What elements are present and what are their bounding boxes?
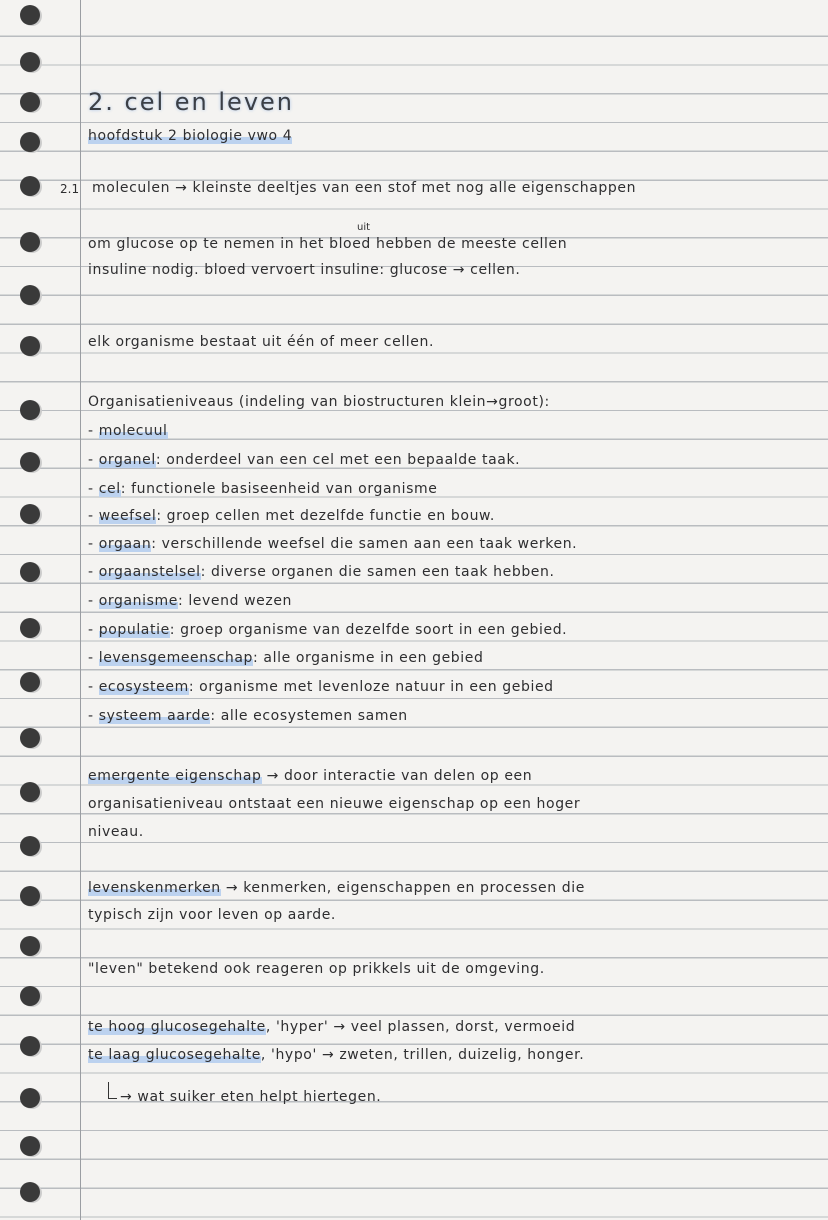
binder-hole (20, 92, 40, 112)
binder-hole (20, 5, 40, 25)
list-item: - cel: functionele basiseenheid van organisme (88, 481, 438, 497)
definition: , 'hypo' → zweten, trillen, duizelig, honger. (260, 1047, 585, 1063)
definition: → kleinste deeltjes van een stof met nog alle eigenschappen (170, 180, 637, 196)
note-glucose-2: insuline nodig. bloed vervoert insuline: glucose → cellen. (88, 262, 521, 278)
note-emergent-2: organisatieniveau ontstaat een nieuwe eigenschap op een hoger (88, 796, 581, 812)
list-item: - organisme: levend wezen (88, 593, 293, 609)
subtitle (88, 128, 292, 144)
binder-hole (20, 504, 40, 524)
term: te laag glucosegehalte (88, 1047, 261, 1063)
definition: : groep organisme van dezelfde soort in een gebied. (169, 622, 568, 638)
term: levenskenmerken (88, 880, 221, 896)
term: populatie (98, 622, 170, 638)
term: cel (98, 481, 121, 497)
list-item: - levensgemeenschap: alle organisme in een gebied (88, 650, 484, 666)
note-levenskenmerken-2: typisch zijn voor leven op aarde. (88, 907, 336, 923)
definition: : onderdeel van een cel met een bepaalde taak. (155, 452, 521, 468)
note-moleculen (92, 180, 636, 196)
note-footnote: → wat suiker eten helpt hiertegen. (120, 1089, 382, 1105)
definition: , 'hyper' → veel plassen, dorst, vermoeid (265, 1019, 576, 1035)
term: moleculen (92, 180, 171, 196)
definition: : groep cellen met dezelfde functie en bouw. (156, 508, 495, 524)
binder-hole (20, 232, 40, 252)
list-item: - orgaan: verschillende weefsel die samen aan een taak werken. (88, 536, 578, 552)
list-item: - orgaanstelsel: diverse organen die samen een taak hebben. (88, 564, 555, 580)
note-levenskenmerken-1 (88, 880, 585, 896)
note-leven: "leven" betekend ook reageren op prikkels uit de omgeving. (88, 961, 545, 977)
term: te hoog glucosegehalte (88, 1019, 266, 1035)
definition: : levend wezen (177, 593, 293, 609)
term: levensgemeenschap (98, 650, 254, 666)
list-item: - systeem aarde: alle ecosystemen samen (88, 708, 408, 724)
binder-hole (20, 672, 40, 692)
term: systeem aarde (98, 708, 211, 724)
definition: : verschillende weefsel die samen aan een taak werken. (151, 536, 578, 552)
binder-hole (20, 562, 40, 582)
binder-hole (20, 400, 40, 420)
term: organel (98, 452, 156, 468)
definition: : functionele basiseenheid van organisme (120, 481, 438, 497)
binder-hole (20, 728, 40, 748)
note-organisme: elk organisme bestaat uit één of meer cellen. (88, 334, 435, 350)
page-title: 2. cel en leven (88, 88, 295, 116)
list-item: - weefsel: groep cellen met dezelfde functie en bouw. (88, 508, 495, 524)
binder-hole (20, 452, 40, 472)
definition: : diverse organen die samen een taak hebben. (200, 564, 555, 580)
note-glucose-1: om glucose op te nemen in het bloed hebben de meeste cellen (88, 236, 568, 252)
definition: → door interactie van delen op een (261, 768, 533, 784)
footnote-text: wat suiker eten helpt hiertegen. (137, 1089, 382, 1105)
term: weefsel (98, 508, 157, 524)
binder-hole (20, 886, 40, 906)
binder-hole (20, 618, 40, 638)
binder-hole (20, 132, 40, 152)
section-number: 2.1 (60, 182, 80, 196)
list-item: - organel: onderdeel van een cel met een bepaalde taak. (88, 452, 521, 468)
binder-hole (20, 1182, 40, 1202)
binder-hole (20, 285, 40, 305)
binder-hole (20, 176, 40, 196)
margin-line (80, 0, 81, 1220)
list-item: - populatie: groep organisme van dezelfde soort in een gebied. (88, 622, 568, 638)
note-hypo (88, 1047, 584, 1063)
binder-hole (20, 1036, 40, 1056)
term: orgaanstelsel (98, 564, 201, 580)
binder-hole (20, 936, 40, 956)
term: organisme (98, 593, 178, 609)
binder-hole (20, 1136, 40, 1156)
binder-hole (20, 836, 40, 856)
term: ecosysteem (98, 679, 189, 695)
list-item: - ecosysteem: organisme met levenloze natuur in een gebied (88, 679, 554, 695)
binder-hole (20, 52, 40, 72)
definition: : alle ecosystemen samen (210, 708, 408, 724)
binder-hole (20, 1088, 40, 1108)
definition: : organisme met levenloze natuur in een gebied (188, 679, 554, 695)
arrow-icon (108, 1082, 117, 1099)
definition: → kenmerken, eigenschappen en processen die (220, 880, 585, 896)
note-emergent-1 (88, 768, 532, 784)
list-item: - molecuul (88, 423, 168, 439)
term: emergente eigenschap (88, 768, 262, 784)
note-emergent-3: niveau. (88, 824, 144, 840)
note-hyper (88, 1019, 575, 1035)
binder-hole (20, 336, 40, 356)
term: orgaan (98, 536, 152, 552)
binder-hole (20, 782, 40, 802)
subtitle-text: hoofdstuk 2 biologie vwo 4 (88, 128, 293, 144)
organisation-heading: Organisatieniveaus (indeling van biostructuren klein→groot): (88, 394, 550, 410)
insertion-mark: uit (357, 222, 371, 233)
term: molecuul (98, 423, 168, 439)
definition: : alle organisme in een gebied (253, 650, 484, 666)
binder-hole (20, 986, 40, 1006)
